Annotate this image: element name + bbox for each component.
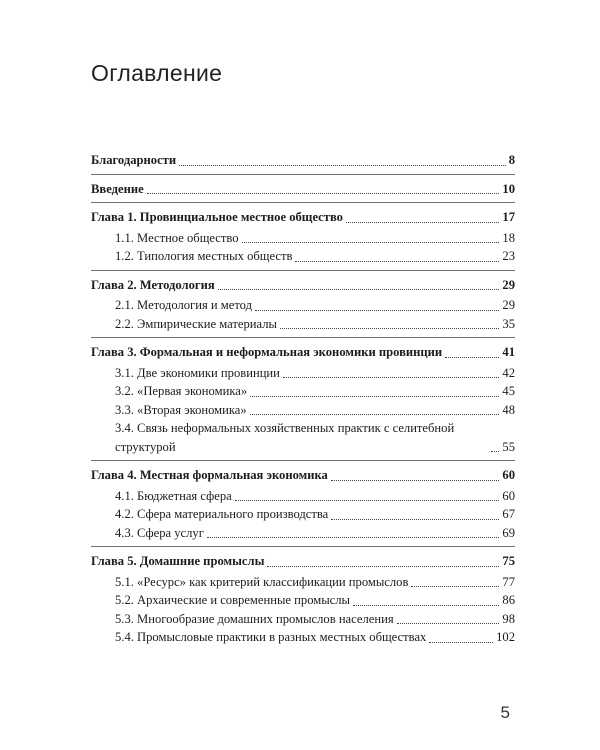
toc-entry-title: Глава 1. Провинциальное местное общество [91, 210, 343, 224]
toc-entry-section-3-3[interactable] [91, 401, 515, 420]
toc-entry-page: 35 [502, 316, 515, 331]
toc-entry-page: 41 [502, 345, 515, 359]
toc-entry-title: 4.2. Сфера материального производства [115, 507, 329, 521]
toc-entry-title: 4.3. Сфера услуг [115, 525, 204, 540]
toc-entry-section-2-2[interactable] [91, 315, 515, 334]
toc-entry-section-1-1[interactable] [91, 229, 515, 248]
dot-leader [267, 566, 499, 567]
toc-entry-page: 17 [502, 210, 515, 224]
toc-entry-page: 55 [502, 439, 515, 454]
toc-entry-title: 2.2. Эмпирические материалы [115, 316, 277, 331]
toc-entry-chapter-5[interactable] [91, 552, 515, 571]
toc-entry-page: 10 [502, 181, 515, 196]
page-number: 5 [500, 703, 510, 722]
dot-leader [218, 289, 500, 290]
toc-entry-page: 102 [496, 630, 515, 644]
toc-entry-chapter-3[interactable] [91, 343, 515, 362]
toc-entry-title: 1.1. Местное общество [115, 230, 239, 245]
toc-entry-title: Глава 5. Домашние промыслы [91, 554, 265, 568]
dot-leader [445, 357, 499, 358]
toc-entry-title: 3.1. Две экономики провинции [115, 365, 280, 380]
toc-entry-page: 98 [502, 611, 515, 626]
toc-entry-title: 3.2. «Первая экономика» [115, 384, 248, 398]
dot-leader [250, 414, 500, 415]
dot-leader [331, 519, 499, 520]
toc-entry-title: 1.2. Типология местных обществ [115, 249, 293, 263]
dot-leader [397, 623, 500, 624]
toc-block-chapter-5 [91, 546, 515, 651]
dot-leader [147, 193, 500, 194]
dot-leader [179, 165, 506, 166]
toc-entry-page: 60 [502, 468, 515, 482]
toc-entry-title: 3.4. Связь неформальных хозяйственных практик с селитебной структурой [115, 421, 455, 454]
toc-entry-title: 3.3. «Вторая экономика» [115, 402, 247, 417]
toc-entry-title: 4.1. Бюджетная сфера [115, 488, 232, 503]
toc-entry-chapter-1[interactable] [91, 208, 515, 227]
toc-entry-page: 29 [502, 298, 515, 312]
toc-entry-page: 75 [502, 554, 515, 568]
toc-entry-section-5-4[interactable] [91, 628, 515, 647]
toc-entry-chapter-4[interactable] [91, 466, 515, 485]
toc-entry-section-3-4[interactable] [91, 419, 515, 456]
toc-block-chapter-4 [91, 460, 515, 546]
toc-entry-page: 42 [502, 365, 515, 380]
toc-entry-page: 86 [502, 593, 515, 607]
toc-entry-title: 5.1. «Ресурс» как критерий классификации промыслов [115, 574, 409, 589]
dot-leader [353, 605, 499, 606]
toc-entry-page: 48 [502, 402, 515, 417]
toc-entry-page: 18 [502, 230, 515, 245]
toc-entry-section-5-2[interactable] [91, 591, 515, 610]
toc-entry-section-5-3[interactable] [91, 610, 515, 629]
toc-entry-page: 60 [502, 488, 515, 503]
toc-entry-section-4-2[interactable] [91, 505, 515, 524]
dot-leader [283, 377, 499, 378]
toc-entry-title: 5.3. Многообразие домашних промыслов населения [115, 611, 394, 626]
toc-entry-page: 67 [502, 507, 515, 521]
dot-leader [429, 642, 493, 643]
toc-entry-section-4-1[interactable] [91, 487, 515, 506]
page-title: Оглавление [91, 60, 223, 86]
toc-entry-page: 29 [502, 277, 515, 292]
toc-entry-title: Введение [91, 181, 144, 196]
toc-entry-section-1-2[interactable] [91, 247, 515, 266]
toc-entry-introduction[interactable] [91, 180, 515, 199]
toc-entry-acknowledgements[interactable] [91, 151, 515, 170]
dot-leader [346, 222, 499, 223]
toc-entry-section-3-2[interactable] [91, 382, 515, 401]
toc-block-chapter-1 [91, 202, 515, 270]
toc-entry-page: 23 [502, 249, 515, 263]
toc-entry-title: 5.4. Промысловые практики в разных местных обществах [115, 630, 427, 644]
dot-leader [235, 500, 500, 501]
toc-entry-title: Глава 2. Методология [91, 277, 215, 292]
dot-leader [411, 586, 499, 587]
toc-entry-title: 5.2. Архаические и современные промыслы [115, 593, 351, 607]
table-of-contents [91, 146, 515, 651]
dot-leader [207, 537, 500, 538]
toc-entry-title: Глава 3. Формальная и неформальная экономики провинции [91, 345, 443, 359]
toc-block-chapter-3 [91, 337, 515, 460]
dot-leader [255, 310, 499, 311]
toc-entry-page: 8 [508, 153, 515, 167]
toc-entry-page: 45 [502, 384, 515, 398]
dot-leader [295, 261, 499, 262]
toc-entry-section-2-1[interactable] [91, 296, 515, 315]
toc-entry-section-5-1[interactable] [91, 573, 515, 592]
toc-entry-title: Глава 4. Местная формальная экономика [91, 468, 328, 482]
toc-entry-title: 2.1. Методология и метод [115, 298, 253, 312]
toc-entry-section-4-3[interactable] [91, 524, 515, 543]
dot-leader [331, 480, 500, 481]
dot-leader [491, 451, 499, 452]
dot-leader [280, 328, 499, 329]
dot-leader [242, 242, 500, 243]
toc-entry-page: 69 [502, 525, 515, 540]
dot-leader [250, 396, 499, 397]
toc-entry-section-3-1[interactable] [91, 364, 515, 383]
toc-block-chapter-2 [91, 270, 515, 338]
toc-entry-page: 77 [502, 574, 515, 589]
toc-entry-chapter-2[interactable] [91, 276, 515, 295]
toc-block-introduction [91, 174, 515, 203]
toc-entry-title: Благодарности [91, 153, 177, 167]
toc-block-acknowledgements [91, 146, 515, 174]
